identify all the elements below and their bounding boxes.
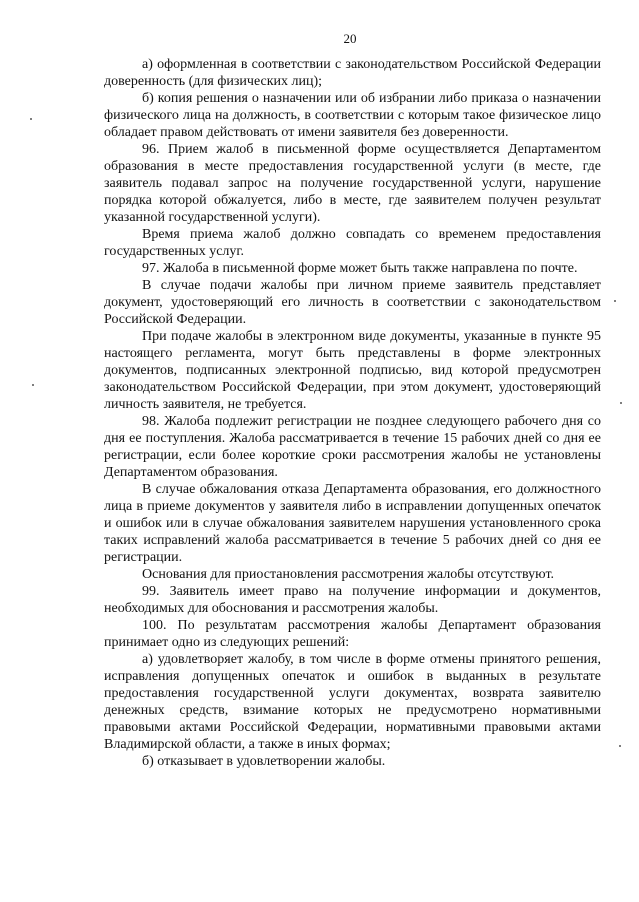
paragraph-98: 98. Жалоба подлежит регистрации не позднее следующего рабочего дня со дня ее поступления. Жалоба рассматривается в течение 15 рабочих дней со дня ее регистрации, если более короткие сроки рассмотрения жалобы не установлены Департаментом образования. bbox=[104, 414, 601, 480]
scan-speck bbox=[620, 402, 622, 404]
paragraph-refusal-appeal: В случае обжалования отказа Департамента образования, его должностного лица в приеме документов у заявителя либо в исправлении допущенных опечаток и ошибок или в случае обжалования заявителем нарушения установленного срока таких исправлений жалоба рассматривается в течение 5 рабочих дней со дня ее регистрации. bbox=[104, 482, 601, 565]
scan-speck bbox=[619, 745, 621, 747]
paragraph-100-b: б) отказывает в удовлетворении жалобы. bbox=[142, 754, 386, 769]
paragraph-96: 96. Прием жалоб в письменной форме осуществляется Департаментом образования в месте предоставления государственной услуги (в месте, где заявитель подавал запрос на получение государственной услуги, нарушение порядка которой обжалуется, либо в месте, где заявителем получен результат указанной государственной услуги). bbox=[104, 142, 601, 225]
paragraph-no-suspension: Основания для приостановления рассмотрения жалобы отсутствуют. bbox=[142, 567, 555, 582]
paragraph-a-power-of-attorney: а) оформленная в соответствии с законодательством Российской Федерации доверенность (для физических лиц); bbox=[104, 57, 601, 89]
paragraph-99: 99. Заявитель имеет право на получение информации и документов, необходимых для обоснования и рассмотрения жалобы. bbox=[104, 584, 601, 616]
paragraph-100: 100. По результатам рассмотрения жалобы Департамент образования принимает одно из следующих решений: bbox=[104, 618, 601, 650]
paragraph-personal-reception: В случае подачи жалобы при личном приеме заявитель представляет документ, удостоверяющий его личность в соответствии с законодательством Российской Федерации. bbox=[104, 278, 601, 327]
paragraph-97: 97. Жалоба в письменной форме может быть также направлена по почте. bbox=[142, 261, 578, 276]
scan-speck bbox=[614, 300, 616, 302]
scan-speck bbox=[32, 384, 34, 386]
paragraph-reception-time: Время приема жалоб должно совпадать со временем предоставления государственных услуг. bbox=[104, 227, 601, 259]
scan-speck bbox=[30, 118, 32, 120]
page-number: 20 bbox=[343, 31, 357, 46]
paragraph-electronic-submission: При подаче жалобы в электронном виде документы, указанные в пункте 95 настоящего регламента, могут быть представлены в форме электронных документов, подписанных электронной подписью, вид которой предусмотрен законодательством Российской Федерации, при этом документ, удостоверяющий личность заявителя, не требуется. bbox=[104, 329, 601, 412]
paragraph-b-decision-copy: б) копия решения о назначении или об избрании либо приказа о назначении физического лица на должность, в соответствии с которым такое физическое лицо обладает правом действовать от имени заявителя без доверенности. bbox=[104, 91, 601, 140]
document-body bbox=[104, 56, 601, 770]
paragraph-100-a: а) удовлетворяет жалобу, в том числе в форме отмены принятого решения, исправления допущенных опечаток и ошибок в выданных в результате предоставления государственной услуги документах, возврата заявителю денежных средств, взимание которых не предусмотрено нормативными правовыми актами Российской Федерации, нормативными правовыми актами Владимирской области, а также в иных формах; bbox=[104, 652, 601, 752]
